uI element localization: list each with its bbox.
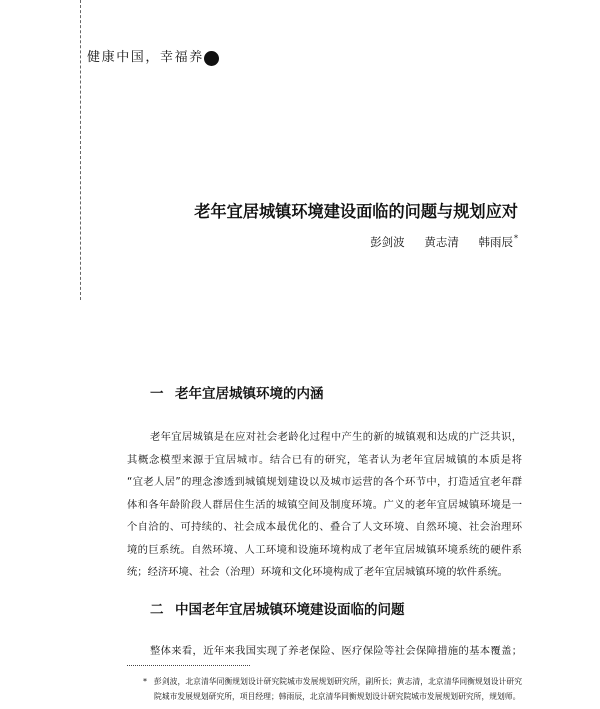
section-number: 一	[150, 386, 164, 402]
article-title: 老年宜居城镇环境建设面临的问题与规划应对	[194, 202, 518, 221]
paragraph-line: 体和各年龄阶段人群居住生活的城镇空间及制度环境。广义的老年宜居城镇环境是一	[127, 498, 522, 511]
margin-dashed-rule	[80, 0, 81, 300]
section-number: 二	[150, 602, 164, 618]
paragraph-line: 老年宜居城镇是在应对社会老龄化过程中产生的新的城镇观和达成的广泛共识，	[150, 431, 522, 443]
author-name: 彭剑波	[370, 235, 405, 249]
paragraph-line: “宜老人居”的理念渗透到城镇规划建设以及城市运营的各个环节中，打造适宜老年群	[127, 476, 522, 488]
footnote-line: 院城市发展规划研究所，项目经理；韩雨辰，北京清华同衡规划设计研究院城市发展规划研究所，规划师。	[154, 692, 521, 701]
footnote-separator	[127, 665, 250, 666]
paragraph-line: 个自洽的、可持续的、社会成本最优化的、叠合了人文环境、自然环境、社会治理环	[127, 521, 522, 533]
footnote-line: 彭剑波，北京清华同衡规划设计研究院城市发展规划研究所，副所长；黄志清，北京清华同衡规划设计研究	[154, 677, 522, 686]
paragraph-line: 统；经济环境、社会（治理）环境和文化环境构成了老年宜居城镇环境的软件系统。	[127, 566, 508, 578]
section-title: 老年宜居城镇环境的内涵	[175, 386, 324, 402]
author-footnote-mark: *	[514, 234, 518, 243]
footnote	[154, 674, 522, 704]
body-paragraph	[127, 640, 522, 663]
section-heading	[150, 384, 324, 404]
bullet-dot-icon	[204, 51, 219, 66]
paragraph-line: 境的巨系统。自然环境、人工环境和设施环境构成了老年宜居城镇环境系统的硬件系	[127, 543, 522, 556]
paragraph-line: 其概念模型来源于宜居城市。结合已有的研究，笔者认为老年宜居城镇的本质是将	[127, 453, 522, 466]
paragraph-line: 整体来看，近年来我国实现了养老保险、医疗保险等社会保障措施的基本覆盖；	[150, 645, 522, 657]
body-paragraph	[127, 426, 522, 584]
running-header: 健康中国，幸福养	[87, 50, 204, 65]
footnote-mark: *	[143, 677, 147, 686]
section-title: 中国老年宜居城镇环境建设面临的问题	[175, 602, 405, 618]
author-list	[370, 233, 518, 251]
author-name: 黄志清	[424, 235, 459, 249]
author-name: 韩雨辰	[478, 235, 513, 249]
section-heading	[150, 600, 405, 620]
